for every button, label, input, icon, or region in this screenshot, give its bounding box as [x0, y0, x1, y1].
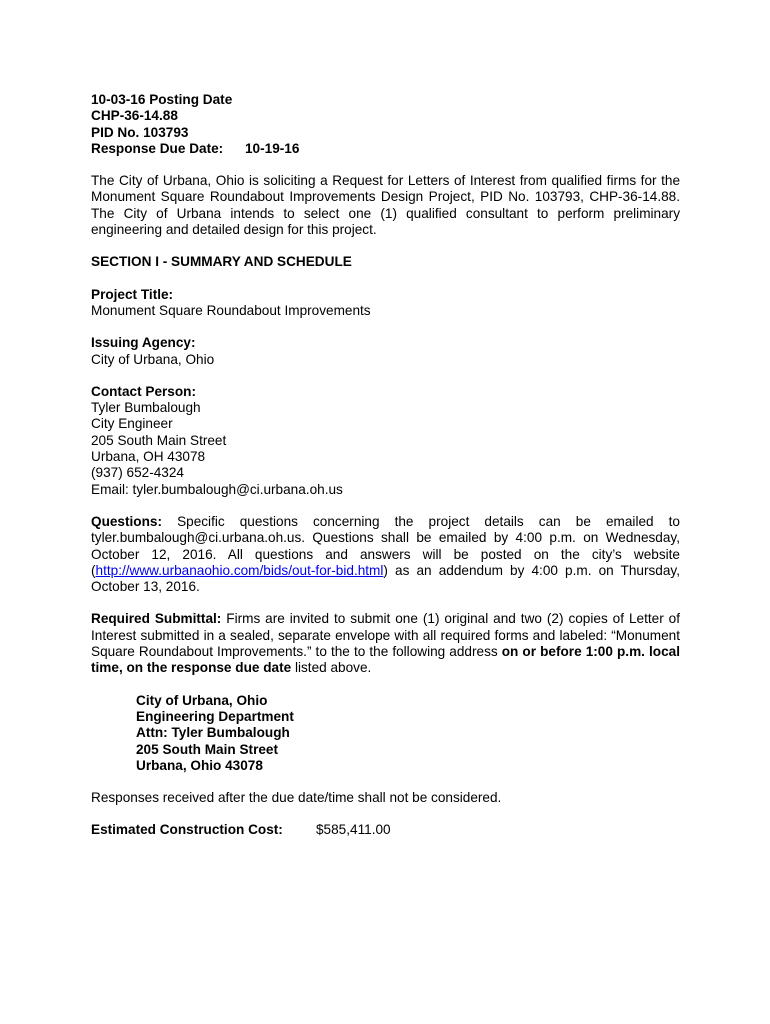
- section-heading: SECTION I - SUMMARY AND SCHEDULE: [91, 254, 352, 270]
- questions-text-1: Specific questions concerning the project details can be emailed to tyler.bumbalough@ci.urbana.oh.us. Questions shall be emailed by 4:00 p.m. on Wednesday, October 12, 2016. All questions and answers will be posted on the city’s website (: [91, 513, 680, 578]
- project-title-value: Monument Square Roundabout Improvements: [91, 302, 371, 318]
- submittal-text-2: listed above.: [294, 660, 372, 676]
- mailing-address: [136, 693, 680, 774]
- intro-paragraph: The City of Urbana, Ohio is soliciting a Request for Letters of Interest from qualified firms for the Monument Square Roundabout Improvements Design Project, PID No. 103793, CHP-36-14.88. The City of Urbana intends to select one (1) qualified consultant to perform preliminary engineering and detailed design for this project.: [91, 173, 680, 238]
- response-due-row: [91, 141, 680, 157]
- contact-name: Tyler Bumbalough: [91, 400, 201, 416]
- questions-label: Questions:: [91, 513, 162, 529]
- contact-block: [91, 384, 680, 498]
- address-line-3: Attn: Tyler Bumbalough: [136, 725, 290, 741]
- late-responses-notice: Responses received after the due date/time shall not be considered.: [91, 790, 502, 806]
- contact-title: City Engineer: [91, 416, 173, 432]
- submittal-text-1: Firms are invited to submit one (1) original and two (2) copies of Letter of Interest submitted in a sealed, separate envelope with all required forms and labeled: “Monument Square Roundabout Improvements.” to the to the following address: [91, 611, 680, 660]
- questions-paragraph: [91, 514, 680, 595]
- posting-date: 10-03-16 Posting Date: [91, 92, 233, 107]
- issuing-agency-value: City of Urbana, Ohio: [91, 351, 215, 367]
- contact-label: Contact Person:: [91, 383, 196, 399]
- project-title-block: [91, 287, 680, 320]
- contact-city: Urbana, OH 43078: [91, 449, 206, 465]
- chp-number: CHP-36-14.88: [91, 108, 178, 124]
- address-line-4: 205 South Main Street: [136, 741, 279, 757]
- header-block: [91, 92, 680, 157]
- construction-cost-value: $585,411.00: [316, 822, 391, 838]
- construction-cost-row: [91, 822, 680, 838]
- address-line-2: Engineering Department: [136, 708, 294, 724]
- issuing-agency-label: Issuing Agency:: [91, 335, 196, 351]
- pid-number: PID No. 103793: [91, 124, 189, 140]
- address-line-1: City of Urbana, Ohio: [136, 692, 268, 708]
- submittal-deadline: on or before 1:00 p.m. local time, on the response due date: [91, 644, 680, 676]
- issuing-agency-block: [91, 335, 680, 368]
- due-date-value: 10-19-16: [245, 140, 300, 156]
- due-date-label: Response Due Date:: [91, 140, 224, 156]
- address-line-5: Urbana, Ohio 43078: [136, 757, 263, 773]
- contact-email: Email: tyler.bumbalough@ci.urbana.oh.us: [91, 481, 343, 497]
- submittal-paragraph: [91, 611, 680, 676]
- contact-street: 205 South Main Street: [91, 432, 227, 448]
- document-body: [91, 92, 680, 839]
- questions-text-2: ) as an addendum by 4:00 p.m. on Thursday, October 13, 2016.: [91, 562, 680, 595]
- submittal-label: Required Submittal:: [91, 611, 222, 627]
- construction-cost-label: Estimated Construction Cost:: [91, 822, 283, 838]
- bids-link[interactable]: http://www.urbanaohio.com/bids/out-for-bid.html: [95, 562, 384, 578]
- project-title-label: Project Title:: [91, 286, 174, 302]
- contact-phone: (937) 652-4324: [91, 465, 184, 481]
